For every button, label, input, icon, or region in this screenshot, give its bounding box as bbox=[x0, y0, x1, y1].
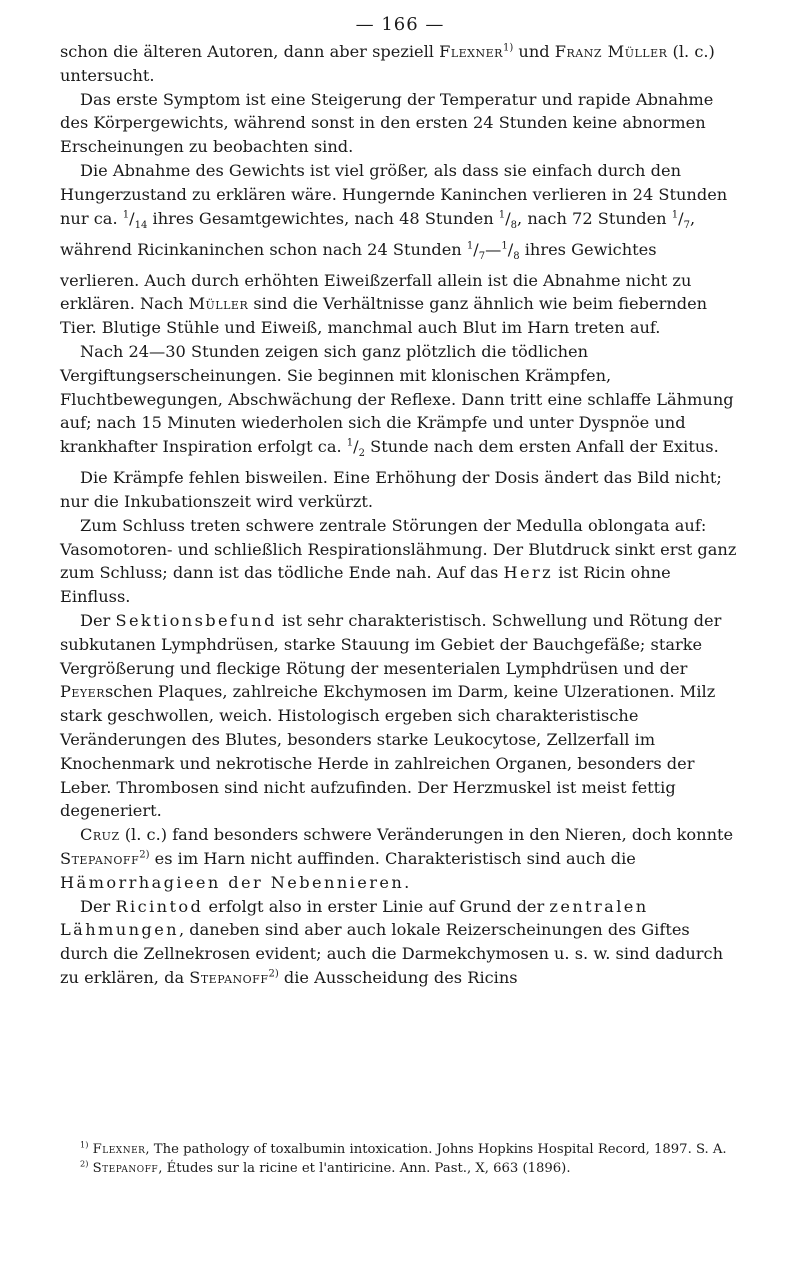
fraction: $^1/_7$ bbox=[466, 239, 486, 262]
fraction-numerator: 1 bbox=[466, 240, 474, 252]
author-name: Flexner bbox=[439, 42, 503, 61]
paragraph bbox=[60, 514, 740, 609]
author-name: Peyer bbox=[60, 682, 105, 702]
paragraph bbox=[60, 823, 740, 894]
text-run: Die Krämpfe fehlen bisweilen. Eine Erhöhung der Dosis ändert das Bild nicht; nur die Inkubationszeit wird verkürzt. bbox=[60, 468, 722, 512]
text-run: Zum Schluss treten schwere zentrale Störungen der Medulla oblongata auf: Vasomotoren- und schließlich Respirationslähmung. Der Blutdruck sinkt erst ganz zum Schluss; dann ist das tödliche Ende nah. Auf das bbox=[60, 515, 737, 583]
text-run: , daneben sind aber auch lokale Reizerscheinungen des Giftes durch die Zellnekrosen evident; auch die Darmekchymosen u. s. w. sind dadurch zu erklären, da bbox=[60, 920, 723, 987]
paragraph bbox=[60, 466, 740, 514]
fraction-numerator: 1 bbox=[346, 437, 354, 449]
text-run: (l. c.) fand besonders schwere Veränderungen in den Nieren, doch konnte bbox=[119, 825, 734, 845]
footnote bbox=[60, 1159, 740, 1178]
text-run: , nach 72 Stunden bbox=[517, 208, 672, 228]
paragraph bbox=[60, 40, 740, 88]
footnote-marker: 1) bbox=[80, 1139, 89, 1150]
text-run: ist Ricin ohne Einfluss. bbox=[60, 563, 671, 607]
text-run: (l. c.) untersucht. bbox=[60, 42, 715, 85]
spaced-emphasis: Sektionsbefund bbox=[115, 611, 277, 631]
paragraph bbox=[60, 609, 740, 823]
footnote-marker: 1) bbox=[502, 42, 514, 54]
fraction: $^1/_7$ bbox=[671, 208, 691, 231]
fraction: $^1/_{14}$ bbox=[122, 208, 148, 231]
text-run: . bbox=[404, 872, 410, 892]
text-run: Die Abnahme des Gewichts ist viel größer, als dass sie einfach durch den Hungerzustand zu erklären wäre. Hungernde Kaninchen verlieren in 24 Stunden nur ca. bbox=[60, 160, 728, 228]
text-run: ihres Gewichtes verlieren. Auch durch erhöhten Eiweißzerfall allein ist die Abnahme nicht zu erklären. Nach bbox=[60, 239, 692, 314]
fraction-denominator: 7 bbox=[478, 250, 486, 262]
fraction-numerator: 1 bbox=[501, 240, 508, 252]
author-name: Cruz bbox=[80, 825, 120, 845]
text-run: , The pathology of toxalbumin intoxication. Johns Hopkins Hospital Record, 1897. S. A. bbox=[145, 1142, 727, 1157]
author-name: Stepanoff bbox=[92, 1161, 159, 1176]
fraction: $^1/_8$ bbox=[498, 208, 518, 231]
author-name: Stepanoff bbox=[189, 967, 269, 987]
spaced-emphasis: Hämorrhagieen der Nebennieren bbox=[60, 872, 405, 892]
text-run: es im Harn nicht auffinden. Charakteristisch sind auch die bbox=[149, 849, 636, 868]
fraction-numerator: 1 bbox=[122, 209, 130, 221]
spaced-emphasis: Ricintod bbox=[115, 896, 204, 916]
fraction-denominator: 2 bbox=[358, 448, 366, 460]
text-run: und bbox=[513, 42, 555, 61]
text-run: schon die älteren Autoren, dann aber speziell bbox=[60, 42, 440, 61]
text-run: sind die Verhältnisse ganz ähnlich wie beim fiebernden Tier. Blutige Stühle und Eiweiß, manchmal auch Blut im Harn treten auf. bbox=[60, 294, 708, 338]
footnote bbox=[60, 1140, 740, 1159]
paragraph bbox=[60, 340, 740, 466]
fraction-numerator: 1 bbox=[498, 209, 506, 221]
author-name: Müller bbox=[188, 294, 249, 314]
footnote-marker: 2) bbox=[268, 968, 279, 980]
fraction-denominator: 7 bbox=[683, 219, 691, 231]
spaced-emphasis: Herz bbox=[503, 563, 554, 583]
text-run: Nach 24—30 Stunden zeigen sich ganz plötzlich die tödlichen Vergiftungserscheinungen. Sie beginnen mit klonischen Krämpfen, Fluchtbewegungen, Abschwächung der Reflexe. Dann tritt eine schlaffe Lähmung auf; nach 15 Minuten wiederholen sich die Krämpfe und unter Dyspnöe und krankhafter Inspiration erfolgt ca. bbox=[60, 342, 734, 457]
fraction-denominator: 8 bbox=[510, 219, 518, 231]
fraction: $^1/_2$ bbox=[346, 437, 366, 460]
fraction: $^1/_8$ bbox=[501, 239, 520, 262]
text-run: ist sehr charakteristisch. Schwellung und Rötung der subkutanen Lymphdrüsen, starke Stauung im Gebiet der Bauchgefäße; starke Vergrößerung und fleckige Rötung der mesenterialen Lymphdrüsen und der bbox=[60, 611, 722, 678]
body-text bbox=[60, 40, 740, 990]
spaced-emphasis: zentralen Lähmungen bbox=[60, 896, 649, 940]
text-run: Das erste Symptom ist eine Steigerung der Temperatur und rapide Abnahme des Körpergewichts, während sonst in den ersten 24 Stunden keine abnormen Erscheinungen zu beobachten sind. bbox=[60, 89, 714, 157]
text-run: erfolgt also in erster Linie auf Grund der bbox=[203, 896, 550, 916]
text-run: — bbox=[485, 239, 502, 259]
fraction-denominator: 14 bbox=[134, 219, 148, 231]
page-number: — 166 — bbox=[355, 14, 445, 35]
footnotes bbox=[60, 1140, 740, 1178]
fraction-denominator: 8 bbox=[513, 250, 520, 262]
text-run: Der bbox=[80, 896, 116, 916]
author-name: Franz Müller bbox=[554, 42, 668, 61]
text-run: , während Ricinkaninchen schon nach 24 Stunden bbox=[60, 208, 696, 259]
paragraph bbox=[60, 159, 740, 340]
fraction-numerator: 1 bbox=[671, 209, 679, 221]
text-run: die Ausscheidung des Ricins bbox=[278, 967, 518, 987]
text-run: Stunde nach dem ersten Anfall der Exitus. bbox=[365, 437, 719, 457]
footnote-marker: 2) bbox=[139, 849, 150, 861]
paragraph bbox=[60, 895, 740, 990]
text-run: Der bbox=[80, 611, 116, 631]
text-run: , Études sur la ricine et l'antiricine. Ann. Past., X, 663 (1896). bbox=[158, 1161, 571, 1176]
text-run: ihres Gesamtgewichtes, nach 48 Stunden bbox=[147, 208, 499, 228]
paragraph bbox=[60, 88, 740, 159]
footnote-marker: 2) bbox=[80, 1158, 89, 1169]
author-name: Stepanoff bbox=[60, 849, 140, 868]
text-run: schen Plaques, zahlreiche Ekchymosen im Darm, keine Ulzerationen. Milz stark geschwollen, weich. Histologisch ergeben sich charakteristische Veränderungen des Blutes, besonders starke Leukocytose, Zellzerfall im Knochenmark und nekrotische Herde in zahlreichen Organen, besonders der Leber. Thrombosen sind nicht aufzufinden. Der Herzmuskel ist meist fettig degeneriert. bbox=[60, 682, 716, 821]
author-name: Flexner bbox=[92, 1142, 146, 1157]
